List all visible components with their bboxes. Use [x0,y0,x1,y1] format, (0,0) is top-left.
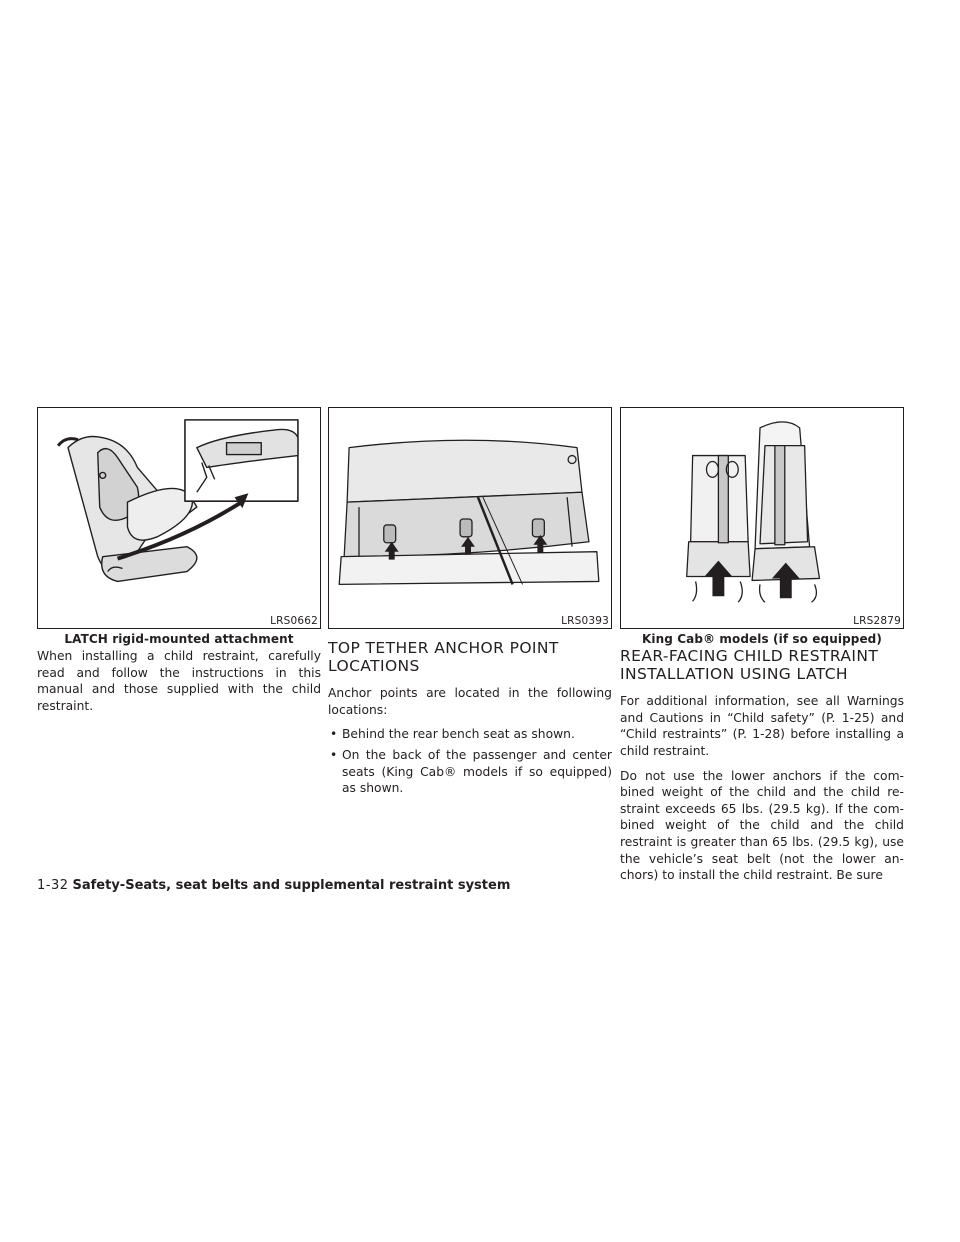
section-heading: REAR-FACING CHILD RESTRAINT INSTALLATION USING LATCH [620,647,879,683]
figure-latch-attachment [37,407,321,629]
section-title: Safety-Seats, seat belts and supplemental restraint system [72,878,511,893]
figure-king-cab [620,407,904,629]
bullet-list [328,726,612,796]
column-3 [620,648,904,892]
list-item: • Behind the rear bench seat as shown. [328,726,612,743]
page-footer [37,877,510,894]
figure-top-tether-anchor [328,407,612,629]
section-heading: TOP TETHER ANCHOR POINT LOCATIONS [328,639,559,675]
column-2 [328,640,612,801]
page-number: 1-32 [37,878,69,893]
rear-bench-anchor-illustration [329,408,611,628]
child-seat-latch-illustration [38,408,320,628]
figure-code: LRS2879 [853,615,901,627]
king-cab-seat-illustration [621,408,903,628]
body-paragraph: When installing a child restraint, carefully read and follow the instructions in this manual and those supplied with the child restraint. [37,649,321,713]
list-item: • On the back of the passenger and center seats (King Cab® models if so equipped) as shown. [328,747,612,797]
figure-code: LRS0662 [270,615,318,627]
body-paragraph: Do not use the lower anchors if the com-bined weight of the child and the child re-straint exceeds 65 lbs. (29.5 kg). If the com-bined weight of the child and the child restraint is greater than 65 lbs. (29.5 kg), use the vehicle’s seat belt (not the lower an-chors) to install the child restraint. Be sure [620,768,904,883]
body-paragraph: Anchor points are located in the following locations: [328,686,612,717]
figure-caption: King Cab® models (if so equipped) [642,632,882,646]
body-paragraph: For additional information, see all Warnings and Cautions in “Child safety” (P. 1-25) and “Child restraints” (P. 1-28) before installing a child restraint. [620,694,904,758]
figure-caption: LATCH rigid-mounted attachment [64,632,294,646]
figure-code: LRS0393 [561,615,609,627]
column-1 [37,648,321,722]
